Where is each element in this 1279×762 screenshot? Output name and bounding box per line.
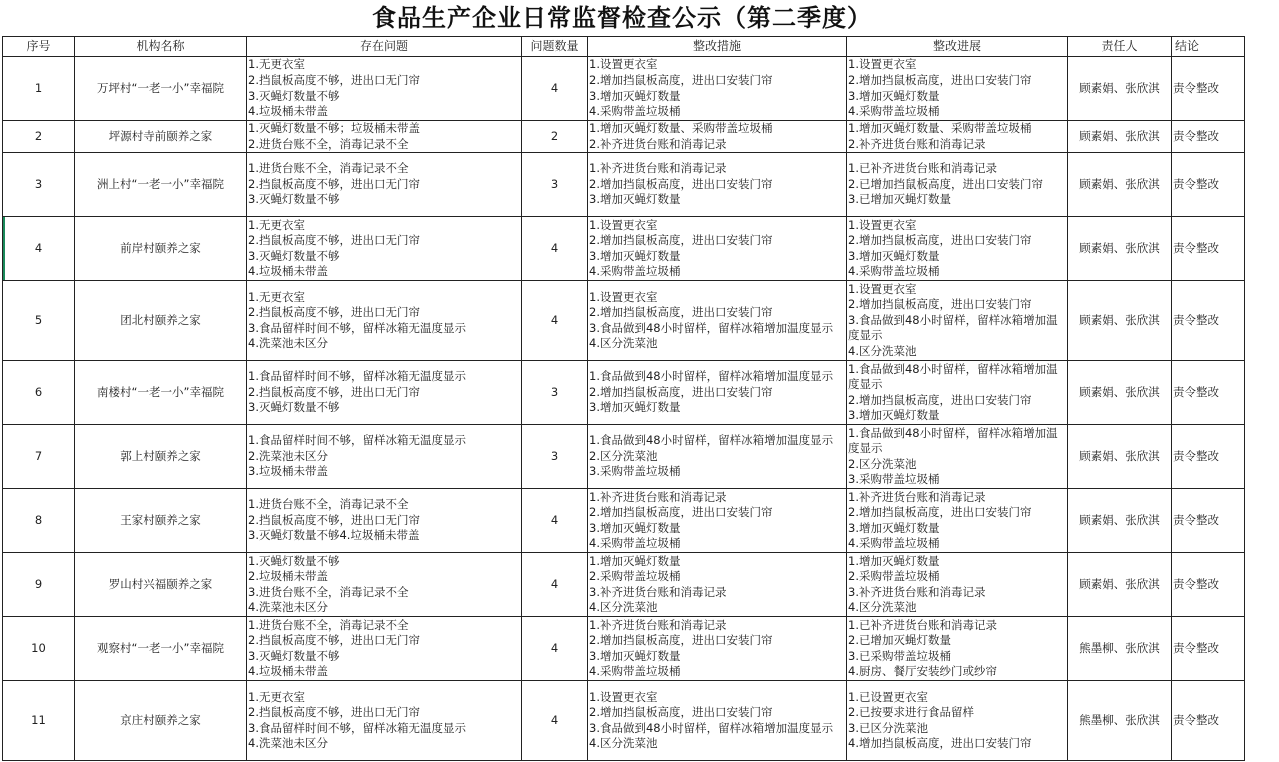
cell-seq[interactable] [3, 121, 75, 153]
cell-count[interactable] [522, 121, 588, 153]
cell-progress[interactable] [847, 281, 1068, 361]
table-row [3, 617, 1245, 681]
cell-seq-text: 11 [31, 712, 46, 727]
cell-org-text: 南楼村“一老一小”幸福院 [97, 384, 224, 399]
cell-measures[interactable] [588, 553, 847, 617]
cell-owner[interactable] [1068, 57, 1172, 121]
cell-seq-text: 6 [34, 384, 43, 399]
cell-result[interactable] [1172, 553, 1245, 617]
cell-measures[interactable] [588, 281, 847, 361]
cell-result-text: 责令整改 [1173, 448, 1219, 463]
table-row [3, 57, 1245, 121]
cell-count-text: 4 [550, 240, 559, 255]
cell-result[interactable] [1172, 489, 1245, 553]
header-row [3, 37, 1245, 57]
cell-progress[interactable] [847, 57, 1068, 121]
cell-seq-text: 10 [31, 640, 46, 655]
cell-seq-text: 1 [34, 80, 43, 95]
cell-count[interactable] [522, 217, 588, 281]
cell-result[interactable] [1172, 153, 1245, 217]
cell-seq-text: 5 [34, 312, 43, 327]
cell-count[interactable] [522, 281, 588, 361]
table-row [3, 121, 1245, 153]
cell-measures-text: 1.补齐进货台账和消毒记录 2.增加挡鼠板高度，进出口安装门帘 3.增加灭蝇灯数量 4.采购带盖垃圾桶 [589, 489, 773, 551]
cell-org[interactable] [75, 553, 247, 617]
cell-progress-text: 1.食品做到48小时留样，留样冰箱增加温度显示 2.增加挡鼠板高度，进出口安装门帘 3.增加灭蝇灯数量 [848, 361, 1058, 423]
cell-owner-text: 顾素娟、张欣淇 [1079, 512, 1160, 527]
cell-seq-text: 2 [34, 128, 43, 143]
cell-progress-text: 1.补齐进货台账和消毒记录 2.增加挡鼠板高度，进出口安装门帘 3.增加灭蝇灯数量 4.采购带盖垃圾桶 [848, 489, 1032, 551]
cell-count-text: 3 [550, 384, 559, 399]
table-row [3, 281, 1245, 361]
cell-problems-text: 1.灭蝇灯数量不够；垃圾桶未带盖 2.进货台账不全，消毒记录不全 [248, 121, 420, 151]
cell-result-text: 责令整改 [1173, 576, 1219, 591]
cell-count[interactable] [522, 425, 588, 489]
cell-org[interactable] [75, 281, 247, 361]
cell-problems-text: 1.食品留样时间不够，留样冰箱无温度显示 2.挡鼠板高度不够，进出口无门帘 3.灭蝇灯数量不够 [248, 369, 466, 415]
cell-count[interactable] [522, 617, 588, 681]
cell-owner[interactable] [1068, 681, 1172, 761]
table-row [3, 489, 1245, 553]
cell-problems[interactable] [247, 153, 522, 217]
cell-problems[interactable] [247, 217, 522, 281]
cell-seq[interactable] [3, 489, 75, 553]
cell-result-text: 责令整改 [1173, 712, 1219, 727]
cell-problems-text: 1.灭蝇灯数量不够 2.垃圾桶未带盖 3.进货台账不全，消毒记录不全 4.洗菜池未区分 [248, 553, 409, 615]
cell-progress[interactable] [847, 681, 1068, 761]
cell-result-text: 责令整改 [1173, 176, 1219, 191]
cell-org[interactable] [75, 681, 247, 761]
cell-problems-text: 1.食品留样时间不够，留样冰箱无温度显示 2.洗菜池未区分 3.垃圾桶未带盖 [248, 433, 466, 479]
cell-progress[interactable] [847, 217, 1068, 281]
cell-owner[interactable] [1068, 281, 1172, 361]
cell-progress-text: 1.食品做到48小时留样，留样冰箱增加温度显示 2.区分洗菜池 3.采购带盖垃圾桶 [848, 425, 1058, 487]
header-problems[interactable]: 存在问题 [247, 37, 522, 57]
cell-progress-text: 1.已补齐进货台账和消毒记录 2.已增加挡鼠板高度，进出口安装门帘 3.已增加灭蝇灯数量 [848, 161, 1043, 207]
cell-owner-text: 顾素娟、张欣淇 [1079, 576, 1160, 591]
cell-org[interactable] [75, 121, 247, 153]
cell-owner-text: 顾素娟、张欣淇 [1079, 80, 1160, 95]
cell-org-text: 坪源村寺前颐养之家 [108, 128, 213, 143]
cell-progress-text: 1.设置更衣室 2.增加挡鼠板高度，进出口安装门帘 3.增加灭蝇灯数量 4.采购带盖垃圾桶 [848, 217, 1032, 279]
cell-problems-text: 1.无更衣室 2.挡鼠板高度不够，进出口无门帘 3.食品留样时间不够，留样冰箱无温度显示 4.洗菜池未区分 [248, 289, 466, 351]
cell-measures-text: 1.设置更衣室 2.增加挡鼠板高度，进出口安装门帘 3.增加灭蝇灯数量 4.采购带盖垃圾桶 [589, 57, 773, 119]
table-row [3, 361, 1245, 425]
header-measures[interactable]: 整改措施 [588, 37, 847, 57]
cell-progress[interactable] [847, 489, 1068, 553]
cell-measures[interactable] [588, 425, 847, 489]
cell-seq[interactable] [3, 617, 75, 681]
header-result[interactable]: 结论 [1172, 37, 1245, 57]
cell-problems[interactable] [247, 425, 522, 489]
table-row [3, 425, 1245, 489]
cell-measures-text: 1.补齐进货台账和消毒记录 2.增加挡鼠板高度，进出口安装门帘 3.增加灭蝇灯数量 4.采购带盖垃圾桶 [589, 617, 773, 679]
cell-progress[interactable] [847, 425, 1068, 489]
cell-owner-text: 顾素娟、张欣淇 [1079, 384, 1160, 399]
cell-measures-text: 1.增加灭蝇灯数量 2.采购带盖垃圾桶 3.补齐进货台账和消毒记录 4.区分洗菜池 [589, 553, 727, 615]
cell-seq[interactable] [3, 425, 75, 489]
cell-owner-text: 熊墨柳、张欣淇 [1079, 712, 1160, 727]
cell-owner-text: 顾素娟、张欣淇 [1079, 176, 1160, 191]
cell-seq-text: 9 [34, 576, 43, 591]
cell-result-text: 责令整改 [1173, 128, 1219, 143]
cell-seq[interactable] [3, 153, 75, 217]
cell-result-text: 责令整改 [1173, 312, 1219, 327]
cell-progress-text: 1.设置更衣室 2.增加挡鼠板高度，进出口安装门帘 3.增加灭蝇灯数量 4.采购带盖垃圾桶 [848, 57, 1032, 119]
table-row [3, 153, 1245, 217]
cell-org[interactable] [75, 217, 247, 281]
cell-problems[interactable] [247, 57, 522, 121]
cell-result-text: 责令整改 [1173, 512, 1219, 527]
cell-problems-text: 1.无更衣室 2.挡鼠板高度不够，进出口无门帘 3.灭蝇灯数量不够 4.垃圾桶未带盖 [248, 57, 420, 119]
cell-seq[interactable] [3, 553, 75, 617]
cell-org-text: 万坪村“一老一小”幸福院 [97, 80, 224, 95]
cell-owner-text: 顾素娟、张欣淇 [1079, 128, 1160, 143]
cell-result-text: 责令整改 [1173, 384, 1219, 399]
cell-seq-text: 4 [34, 240, 43, 255]
cell-seq[interactable] [3, 57, 75, 121]
cell-result[interactable] [1172, 425, 1245, 489]
cell-progress-text: 1.增加灭蝇灯数量、采购带盖垃圾桶 2.补齐进货台账和消毒记录 [848, 121, 1032, 151]
cell-seq-text: 8 [34, 512, 43, 527]
cell-measures-text: 1.设置更衣室 2.增加挡鼠板高度，进出口安装门帘 3.食品做到48小时留样，留样冰箱增加温度显示 4.区分洗菜池 [589, 289, 834, 351]
cell-count-text: 4 [550, 512, 559, 527]
cell-result-text: 责令整改 [1173, 80, 1219, 95]
cell-org-text: 京庄村颐养之家 [120, 712, 201, 727]
header-seq[interactable]: 序号 [3, 37, 75, 57]
cell-org-text: 洲上村“一老一小”幸福院 [97, 176, 224, 191]
cell-org[interactable] [75, 489, 247, 553]
cell-measures[interactable] [588, 217, 847, 281]
cell-measures-text: 1.设置更衣室 2.增加挡鼠板高度，进出口安装门帘 3.增加灭蝇灯数量 4.采购带盖垃圾桶 [589, 217, 773, 279]
cell-measures[interactable] [588, 617, 847, 681]
header-progress[interactable]: 整改进展 [847, 37, 1068, 57]
cell-org-text: 团北村颐养之家 [120, 312, 201, 327]
cell-measures[interactable] [588, 489, 847, 553]
inspection-table [2, 36, 1245, 761]
cell-measures-text: 1.补齐进货台账和消毒记录 2.增加挡鼠板高度，进出口安装门帘 3.增加灭蝇灯数量 [589, 161, 773, 207]
page-title: 食品生产企业日常监督检查公示（第二季度） [372, 4, 872, 32]
cell-measures-text: 1.增加灭蝇灯数量、采购带盖垃圾桶 2.补齐进货台账和消毒记录 [589, 121, 773, 151]
cell-count[interactable] [522, 361, 588, 425]
cell-count-text: 2 [550, 128, 559, 143]
cell-org-text: 王家村颐养之家 [120, 512, 201, 527]
cell-owner[interactable] [1068, 217, 1172, 281]
cell-count[interactable] [522, 153, 588, 217]
cell-measures-text: 1.设置更衣室 2.增加挡鼠板高度，进出口安装门帘 3.食品做到48小时留样，留样冰箱增加温度显示 4.区分洗菜池 [589, 689, 834, 751]
cell-owner[interactable] [1068, 489, 1172, 553]
cell-result[interactable] [1172, 617, 1245, 681]
cell-count[interactable] [522, 681, 588, 761]
cell-progress[interactable] [847, 153, 1068, 217]
cell-seq[interactable] [3, 681, 75, 761]
cell-measures-text: 1.食品做到48小时留样，留样冰箱增加温度显示 2.增加挡鼠板高度，进出口安装门帘 3.增加灭蝇灯数量 [589, 369, 834, 415]
cell-measures[interactable] [588, 361, 847, 425]
cell-progress[interactable] [847, 617, 1068, 681]
cell-problems-text: 1.无更衣室 2.挡鼠板高度不够，进出口无门帘 3.食品留样时间不够，留样冰箱无温度显示 4.洗菜池未区分 [248, 689, 466, 751]
cell-org[interactable] [75, 153, 247, 217]
cell-org[interactable] [75, 425, 247, 489]
cell-owner-text: 顾素娟、张欣淇 [1079, 448, 1160, 463]
header-org[interactable]: 机构名称 [75, 37, 247, 57]
cell-owner-text: 熊墨柳、张欣淇 [1079, 640, 1160, 655]
cell-org[interactable] [75, 361, 247, 425]
cell-seq-text: 7 [34, 448, 43, 463]
cell-measures-text: 1.食品做到48小时留样，留样冰箱增加温度显示 2.区分洗菜池 3.采购带盖垃圾桶 [589, 433, 834, 479]
cell-result-text: 责令整改 [1173, 240, 1219, 255]
cell-owner[interactable] [1068, 553, 1172, 617]
cell-problems-text: 1.进货台账不全，消毒记录不全 2.挡鼠板高度不够，进出口无门帘 3.灭蝇灯数量不够 4.垃圾桶未带盖 [248, 617, 420, 679]
cell-count-text: 4 [550, 640, 559, 655]
cell-progress-text: 1.增加灭蝇灯数量 2.采购带盖垃圾桶 3.补齐进货台账和消毒记录 4.区分洗菜池 [848, 553, 986, 615]
cell-seq[interactable] [3, 217, 75, 281]
cell-measures[interactable] [588, 681, 847, 761]
cell-problems[interactable] [247, 617, 522, 681]
cell-measures[interactable] [588, 153, 847, 217]
cell-problems[interactable] [247, 681, 522, 761]
cell-org-text: 前岸村颐养之家 [120, 240, 201, 255]
cell-count[interactable] [522, 489, 588, 553]
cell-problems-text: 1.进货台账不全，消毒记录不全 2.挡鼠板高度不够，进出口无门帘 3.灭蝇灯数量不够4.垃圾桶未带盖 [248, 497, 420, 543]
cell-seq[interactable] [3, 281, 75, 361]
cell-org-text: 观察村“一老一小”幸福院 [97, 640, 224, 655]
cell-progress-text: 1.已设置更衣室 2.已按要求进行食品留样 3.已区分洗菜池 4.增加挡鼠板高度，进出口安装门帘 [848, 689, 1032, 751]
cell-count-text: 3 [550, 176, 559, 191]
cell-result[interactable] [1172, 361, 1245, 425]
cell-result-text: 责令整改 [1173, 640, 1219, 655]
cell-problems-text: 1.无更衣室 2.挡鼠板高度不够，进出口无门帘 3.灭蝇灯数量不够 4.垃圾桶未带盖 [248, 217, 420, 279]
header-count[interactable]: 问题数量 [522, 37, 588, 57]
cell-org[interactable] [75, 57, 247, 121]
cell-result[interactable] [1172, 681, 1245, 761]
cell-owner[interactable] [1068, 361, 1172, 425]
cell-count-text: 4 [550, 576, 559, 591]
cell-result[interactable] [1172, 57, 1245, 121]
table-row [3, 553, 1245, 617]
cell-progress[interactable] [847, 361, 1068, 425]
cell-progress[interactable] [847, 553, 1068, 617]
cell-problems[interactable] [247, 489, 522, 553]
cell-org[interactable] [75, 617, 247, 681]
table-row [3, 681, 1245, 761]
cell-problems[interactable] [247, 361, 522, 425]
cell-measures[interactable] [588, 121, 847, 153]
cell-result[interactable] [1172, 217, 1245, 281]
cell-count-text: 4 [550, 712, 559, 727]
cell-count[interactable] [522, 553, 588, 617]
cell-owner[interactable] [1068, 121, 1172, 153]
cell-count-text: 4 [550, 80, 559, 95]
cell-owner-text: 顾素娟、张欣淇 [1079, 312, 1160, 327]
table-row [3, 217, 1245, 281]
cell-owner[interactable] [1068, 425, 1172, 489]
cell-seq-text: 3 [34, 176, 43, 191]
cell-result[interactable] [1172, 121, 1245, 153]
cell-owner-text: 顾素娟、张欣淇 [1079, 240, 1160, 255]
cell-problems[interactable] [247, 281, 522, 361]
cell-problems-text: 1.进货台账不全，消毒记录不全 2.挡鼠板高度不够，进出口无门帘 3.灭蝇灯数量不够 [248, 161, 420, 207]
cell-org-text: 罗山村兴福颐养之家 [108, 576, 213, 591]
cell-progress[interactable] [847, 121, 1068, 153]
cell-owner[interactable] [1068, 153, 1172, 217]
cell-progress-text: 1.设置更衣室 2.增加挡鼠板高度，进出口安装门帘 3.食品做到48小时留样，留样冰箱增加温度显示 4.区分洗菜池 [848, 281, 1058, 359]
header-owner[interactable]: 责任人 [1068, 37, 1172, 57]
cell-progress-text: 1.已补齐进货台账和消毒记录 2.已增加灭蝇灯数量 3.已采购带盖垃圾桶 4.厨房、餐厅安装纱门或纱帘 [848, 617, 997, 679]
cell-count-text: 3 [550, 448, 559, 463]
cell-count[interactable] [522, 57, 588, 121]
cell-problems[interactable] [247, 553, 522, 617]
cell-measures[interactable] [588, 57, 847, 121]
cell-owner[interactable] [1068, 617, 1172, 681]
cell-org-text: 郭上村颐养之家 [120, 448, 201, 463]
cell-result[interactable] [1172, 281, 1245, 361]
cell-count-text: 4 [550, 312, 559, 327]
cell-seq[interactable] [3, 361, 75, 425]
cell-problems[interactable] [247, 121, 522, 153]
